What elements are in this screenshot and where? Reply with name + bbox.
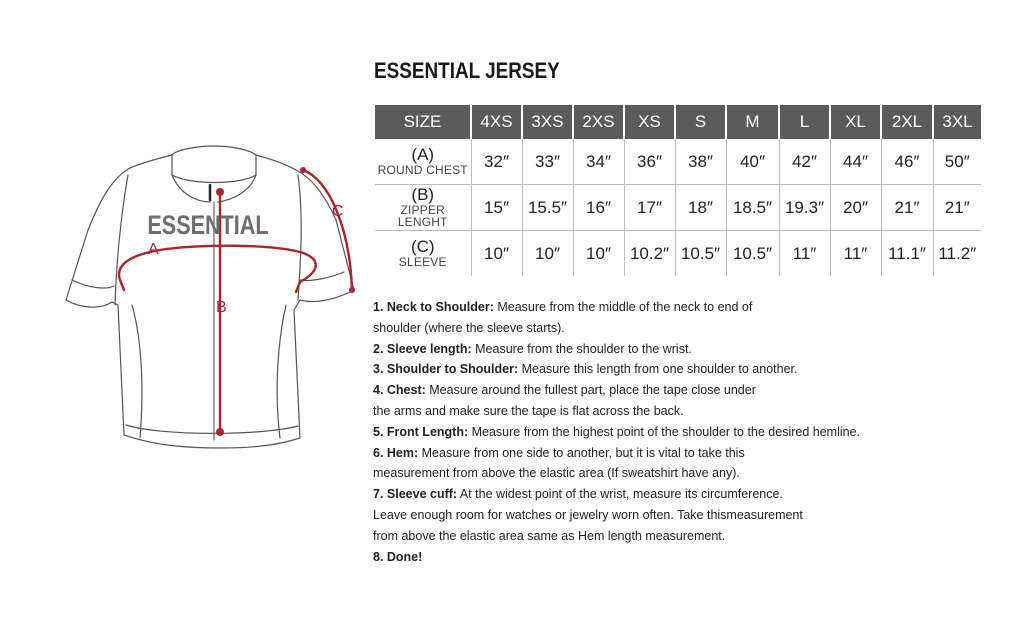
- page-title: ESSENTIAL JERSEY: [374, 58, 560, 83]
- table-cell: 21″: [881, 185, 933, 231]
- instruction-line: [373, 297, 993, 318]
- table-cell: 42″: [779, 139, 830, 185]
- instruction-line: [373, 380, 993, 401]
- size-header-l: L: [779, 105, 830, 139]
- measurement-instructions: [373, 297, 993, 567]
- table-cell: 40″: [726, 139, 779, 185]
- instruction-line: [373, 359, 993, 380]
- instruction-line: [373, 463, 993, 484]
- instruction-line: [373, 547, 993, 568]
- jersey-brand-text: ESSENTIAL: [147, 210, 269, 241]
- instruction-line: [373, 401, 993, 422]
- table-row: [375, 139, 981, 185]
- table-cell: 19.3″: [779, 185, 830, 231]
- row-label: [375, 139, 471, 185]
- instruction-text: Measure around the fullest part, place the tape close under: [425, 383, 756, 398]
- size-header-4xs: 4XS: [471, 105, 522, 139]
- instruction-text: Measure from the shoulder to the wrist.: [471, 341, 692, 356]
- size-header-2xs: 2XS: [573, 105, 624, 139]
- label-b: B: [216, 299, 227, 316]
- table-cell: 11.2″: [933, 231, 981, 277]
- sleeve-measure-line: [303, 170, 352, 290]
- jersey-collar: [172, 146, 256, 183]
- table-cell: 33″: [522, 139, 573, 185]
- row-description: SLEEVE: [398, 255, 447, 270]
- zipper-top-dot: [216, 188, 224, 196]
- table-cell: 11.1″: [881, 231, 933, 277]
- instruction-line: [373, 443, 993, 464]
- instruction-line: [373, 484, 993, 505]
- instruction-text: from above the elastic area same as Hem length measurement.: [373, 528, 726, 543]
- instruction-text: At the widest point of the wrist, measure its circumference.: [457, 487, 783, 502]
- table-cell: 10.5″: [675, 231, 726, 277]
- instruction-heading: 2. Sleeve length:: [373, 341, 472, 356]
- size-header-label: SIZE: [375, 105, 471, 139]
- row-label: [375, 231, 471, 277]
- table-cell: 10″: [522, 231, 573, 277]
- instruction-line: [373, 422, 993, 443]
- size-header-xs: XS: [624, 105, 675, 139]
- instruction-text: the arms and make sure the tape is flat across the back.: [373, 403, 684, 418]
- label-c: C: [332, 203, 344, 220]
- table-cell: 16″: [573, 185, 624, 231]
- table-cell: 44″: [830, 139, 881, 185]
- table-row: [375, 185, 981, 231]
- instruction-text: shoulder (where the sleeve starts).: [373, 320, 565, 335]
- instruction-text: Measure this length from one shoulder to another.: [518, 362, 798, 377]
- size-chart-table: [375, 105, 981, 276]
- instruction-text: Measure from the highest point of the shoulder to the desired hemline.: [468, 424, 861, 439]
- instruction-heading: 6. Hem:: [373, 445, 419, 460]
- instruction-heading: 4. Chest:: [373, 383, 426, 398]
- table-cell: 20″: [830, 185, 881, 231]
- table-row: [375, 231, 981, 277]
- instruction-text: Leave enough room for watches or jewelry worn often. Take thismeasurement: [373, 507, 803, 522]
- instruction-text: Measure from the middle of the neck to end of: [493, 300, 753, 314]
- table-cell: 15″: [471, 185, 522, 231]
- instruction-text: measurement from above the elastic area (If sweatshirt have any).: [373, 466, 740, 481]
- size-header-3xl: 3XL: [933, 105, 981, 139]
- jersey-illustration: [60, 140, 360, 460]
- sleeve-bottom-dot: [349, 287, 355, 293]
- size-header-2xl: 2XL: [881, 105, 933, 139]
- instruction-line: [373, 526, 993, 547]
- label-a: A: [148, 241, 159, 258]
- table-cell: 18″: [675, 185, 726, 231]
- row-description: ROUND CHEST: [377, 163, 468, 178]
- instruction-heading: 3. Shoulder to Shoulder:: [373, 362, 519, 377]
- instruction-heading: 1. Neck to Shoulder:: [373, 300, 494, 314]
- table-cell: 50″: [933, 139, 981, 185]
- row-code: (C): [410, 237, 435, 257]
- instruction-line: [373, 318, 993, 339]
- instruction-heading: 7. Sleeve cuff:: [373, 487, 458, 502]
- table-cell: 10″: [471, 231, 522, 277]
- row-description: ZIPPER LENGHT: [397, 202, 448, 230]
- table-cell: 46″: [881, 139, 933, 185]
- size-header-row: [375, 105, 981, 139]
- instruction-line: [373, 505, 993, 526]
- instruction-line: [373, 339, 993, 360]
- table-cell: 10.2″: [624, 231, 675, 277]
- table-cell: 38″: [675, 139, 726, 185]
- table-cell: 17″: [624, 185, 675, 231]
- size-header-3xs: 3XS: [522, 105, 573, 139]
- size-header-s: S: [675, 105, 726, 139]
- table-cell: 11″: [779, 231, 830, 277]
- size-header-xl: XL: [830, 105, 881, 139]
- row-code: (B): [411, 184, 435, 204]
- table-cell: 21″: [933, 185, 981, 231]
- instruction-heading: 8. Done!: [373, 549, 423, 564]
- size-header-m: M: [726, 105, 779, 139]
- table-cell: 10″: [573, 231, 624, 277]
- table-cell: 32″: [471, 139, 522, 185]
- sleeve-top-dot: [300, 167, 306, 173]
- table-cell: 36″: [624, 139, 675, 185]
- table-cell: 10.5″: [726, 231, 779, 277]
- row-code: (A): [411, 145, 435, 165]
- table-cell: 34″: [573, 139, 624, 185]
- table-cell: 18.5″: [726, 185, 779, 231]
- table-cell: 15.5″: [522, 185, 573, 231]
- zipper-bottom-dot: [216, 428, 224, 436]
- table-cell: 11″: [830, 231, 881, 277]
- instruction-text: Measure from one side to another, but it is vital to take this: [418, 445, 745, 460]
- instruction-heading: 5. Front Length:: [373, 424, 469, 439]
- row-label: [375, 185, 471, 231]
